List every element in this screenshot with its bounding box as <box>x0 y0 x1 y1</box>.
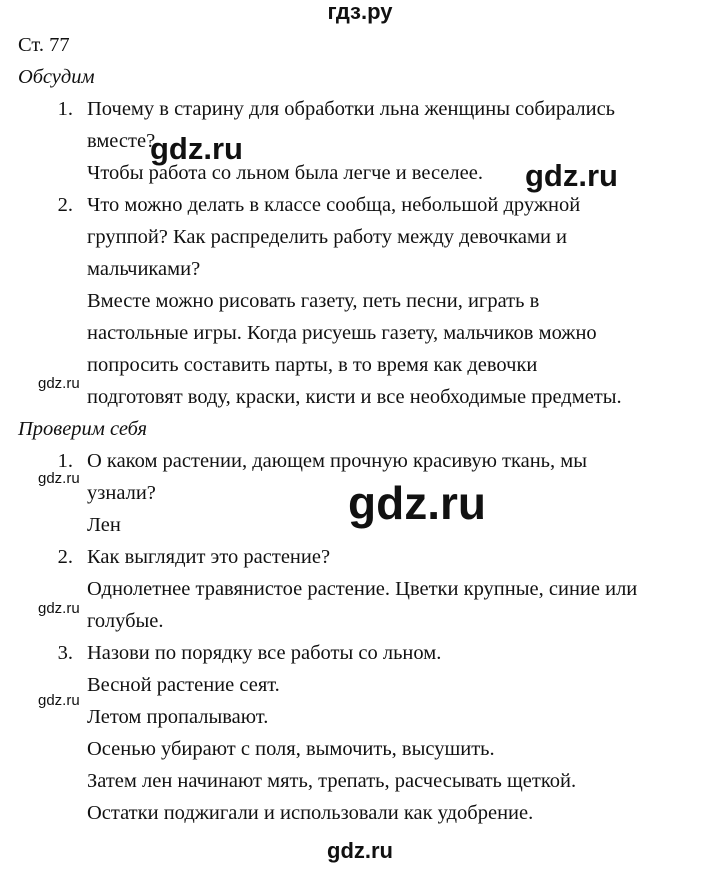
watermark: gdz.ru <box>38 600 80 617</box>
answer-text: подготовят воду, краски, кисти и все необходимые предметы. <box>87 386 622 408</box>
answer-text: Однолетнее травянистое растение. Цветки крупные, синие или <box>87 578 638 600</box>
watermark: gdz.ru <box>525 158 618 193</box>
answer-text: Осенью убирают с поля, вымочить, высушить. <box>87 738 495 760</box>
discuss-question-1 <box>18 93 718 125</box>
site-header-title: гдз.ру <box>327 0 393 24</box>
site-footer-title: gdz.ru <box>327 838 393 863</box>
answer-text: Летом пропалывают. <box>87 706 269 728</box>
question-text: узнали? <box>87 482 156 504</box>
watermark: gdz.ru <box>38 470 80 487</box>
question-number: 2. <box>57 194 73 216</box>
watermark: gdz.ru <box>38 375 80 392</box>
question-number: 1. <box>57 450 73 472</box>
watermark: gdz.ru <box>348 477 486 529</box>
answer-text: попросить составить парты, в то время как девочки <box>87 354 538 376</box>
check-question-2 <box>18 541 718 573</box>
question-text: мальчиками? <box>87 258 201 280</box>
check-question-1 <box>18 445 718 477</box>
check-question-3 <box>18 637 718 669</box>
document-content <box>18 29 718 829</box>
question-text: Что можно делать в классе сообща, небольшой дружной <box>87 194 581 216</box>
answer-text: Вместе можно рисовать газету, петь песни, играть в <box>87 290 540 312</box>
answer-text: Чтобы работа со льном была легче и веселее. <box>87 162 483 184</box>
question-number: 2. <box>57 546 73 568</box>
answer-text: Весной растение сеят. <box>87 674 280 696</box>
question-text: Как выглядит это растение? <box>87 546 331 568</box>
answer-text: голубые. <box>87 610 164 632</box>
answer-text: Лен <box>87 514 121 536</box>
question-text: О каком растении, дающем прочную красивую ткань, мы <box>87 450 588 472</box>
discuss-question-2 <box>18 189 718 221</box>
answer-text: настольные игры. Когда рисуешь газету, мальчиков можно <box>87 322 597 344</box>
question-number: 3. <box>57 642 73 664</box>
section-title-check: Проверим себя <box>18 418 147 440</box>
watermark: gdz.ru <box>150 131 243 166</box>
page-label: Ст. 77 <box>18 34 70 56</box>
question-text: Почему в старину для обработки льна женщины собирались <box>87 98 616 120</box>
question-text: Назови по порядку все работы со льном. <box>87 642 442 664</box>
question-number: 1. <box>57 98 73 120</box>
answer-text: Остатки поджигали и использовали как удобрение. <box>87 802 534 824</box>
section-title-discuss: Обсудим <box>18 66 95 88</box>
watermark: gdz.ru <box>38 692 80 709</box>
answer-text: Затем лен начинают мять, трепать, расчесывать щеткой. <box>87 770 577 792</box>
question-text: группой? Как распределить работу между девочками и <box>87 226 568 248</box>
question-text: вместе? <box>87 130 156 152</box>
